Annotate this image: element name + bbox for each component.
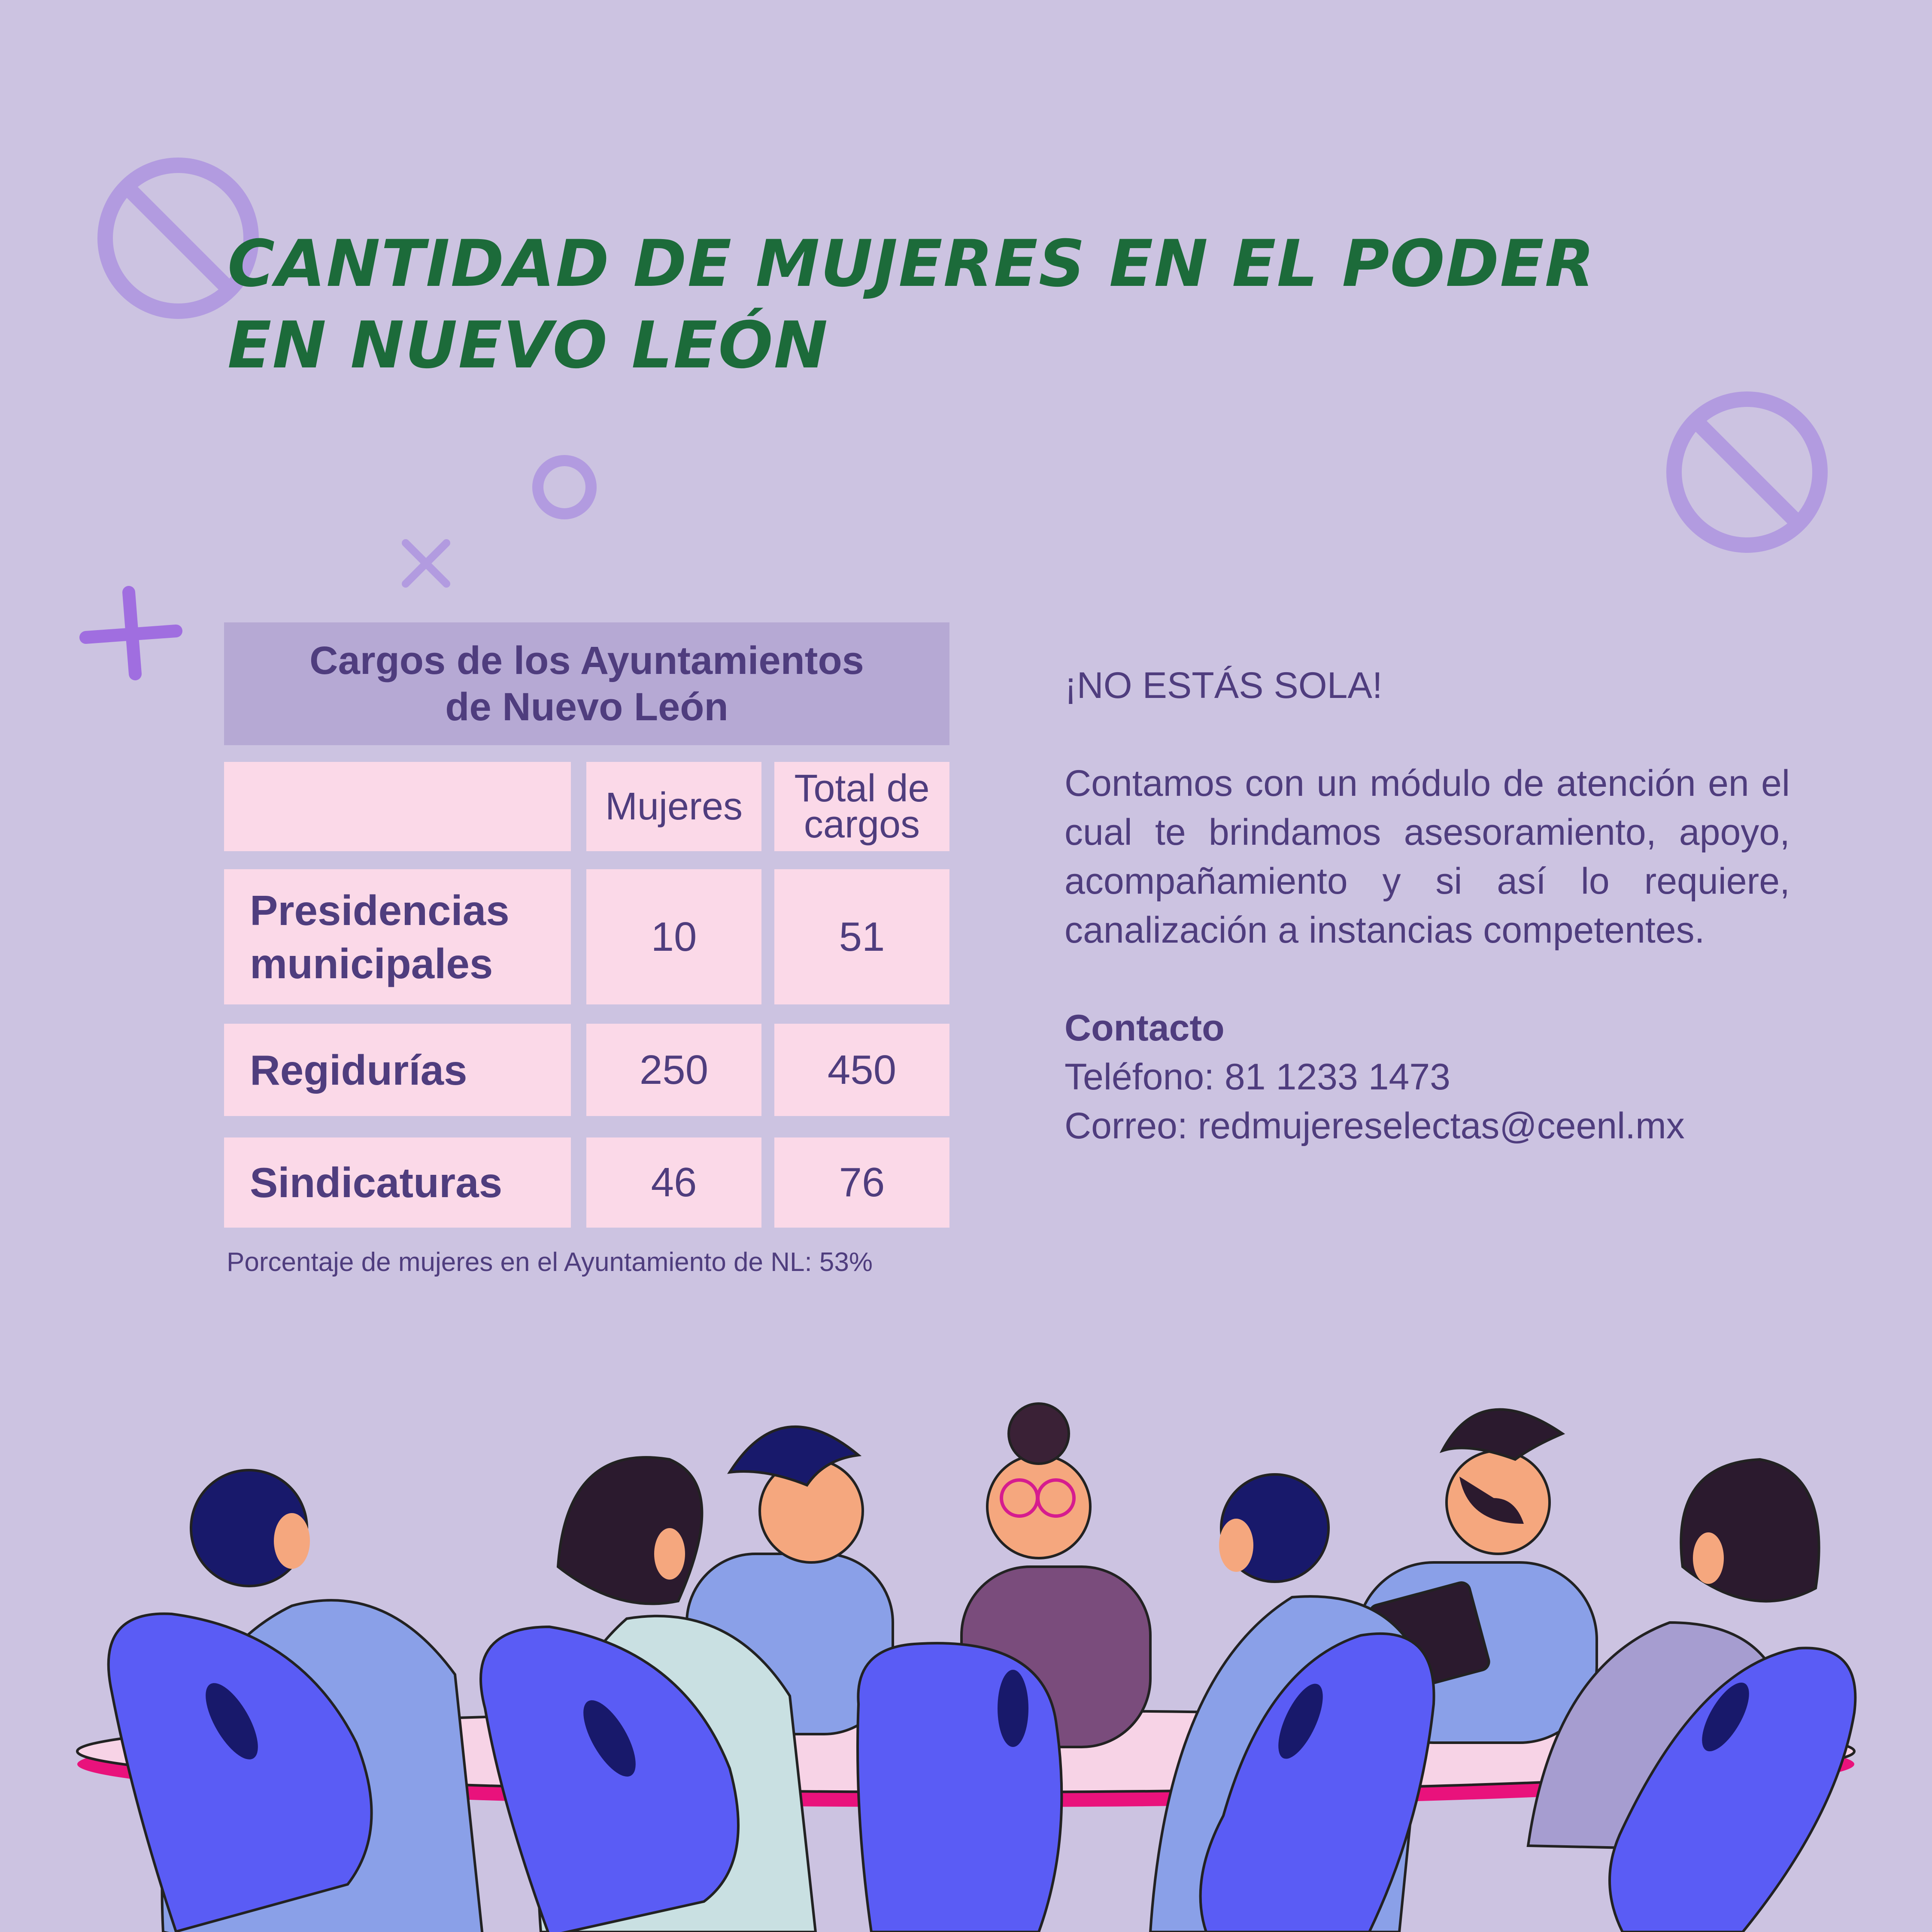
- table-title-line-1: Cargos de los Ayuntamientos: [309, 639, 864, 682]
- plus-icon: [86, 592, 176, 674]
- small-circle-icon: [538, 461, 591, 514]
- info-panel: [1065, 661, 1790, 1150]
- meeting-illustration: [77, 1404, 1855, 1932]
- chair-3: [858, 1643, 1062, 1932]
- row-label-presidencias: Presidencias municipales: [224, 869, 571, 1004]
- row-label-regidurias: Regidurías: [224, 1024, 571, 1116]
- cell-sindicaturas-mujeres: 46: [586, 1137, 761, 1228]
- cell-sindicaturas-total: 76: [774, 1137, 949, 1228]
- info-body: Contamos con un módulo de atención en el cual te brindamos asesoramiento, apoyo, acompañamiento y si así lo requiere, canalización a instancias competentes.: [1065, 763, 1790, 951]
- contact-title: Contacto: [1065, 1007, 1225, 1049]
- column-header-mujeres: Mujeres: [586, 762, 761, 851]
- table-footnote: Porcentaje de mujeres en el Ayuntamiento de NL: 53%: [227, 1247, 873, 1277]
- cell-regidurias-total: 450: [774, 1024, 949, 1116]
- cell-presidencias-mujeres: 10: [586, 869, 761, 1004]
- cell-regidurias-mujeres: 250: [586, 1024, 761, 1116]
- row-label-sindicaturas: Sindicaturas: [224, 1137, 571, 1228]
- page-title-line-1: CANTIDAD DE MUJERES EN EL PODER: [227, 227, 1595, 301]
- info-lead: ¡NO ESTÁS SOLA!: [1065, 665, 1383, 706]
- table-corner-cell: [224, 762, 571, 851]
- contact-email[interactable]: Correo: redmujereselectas@ceenl.mx: [1065, 1105, 1685, 1146]
- contact-phone[interactable]: Teléfono: 81 1233 1473: [1065, 1056, 1451, 1098]
- table-title: [224, 622, 949, 745]
- page-title: [227, 223, 1595, 386]
- cell-presidencias-total: 51: [774, 869, 949, 1004]
- column-header-total: Total de cargos: [774, 762, 949, 851]
- page-title-line-2: EN NUEVO LEÓN: [227, 308, 829, 383]
- prohibited-sign-icon-right: [1674, 399, 1820, 545]
- cross-x-icon: [406, 543, 446, 584]
- table-title-line-2: de Nuevo León: [445, 685, 728, 729]
